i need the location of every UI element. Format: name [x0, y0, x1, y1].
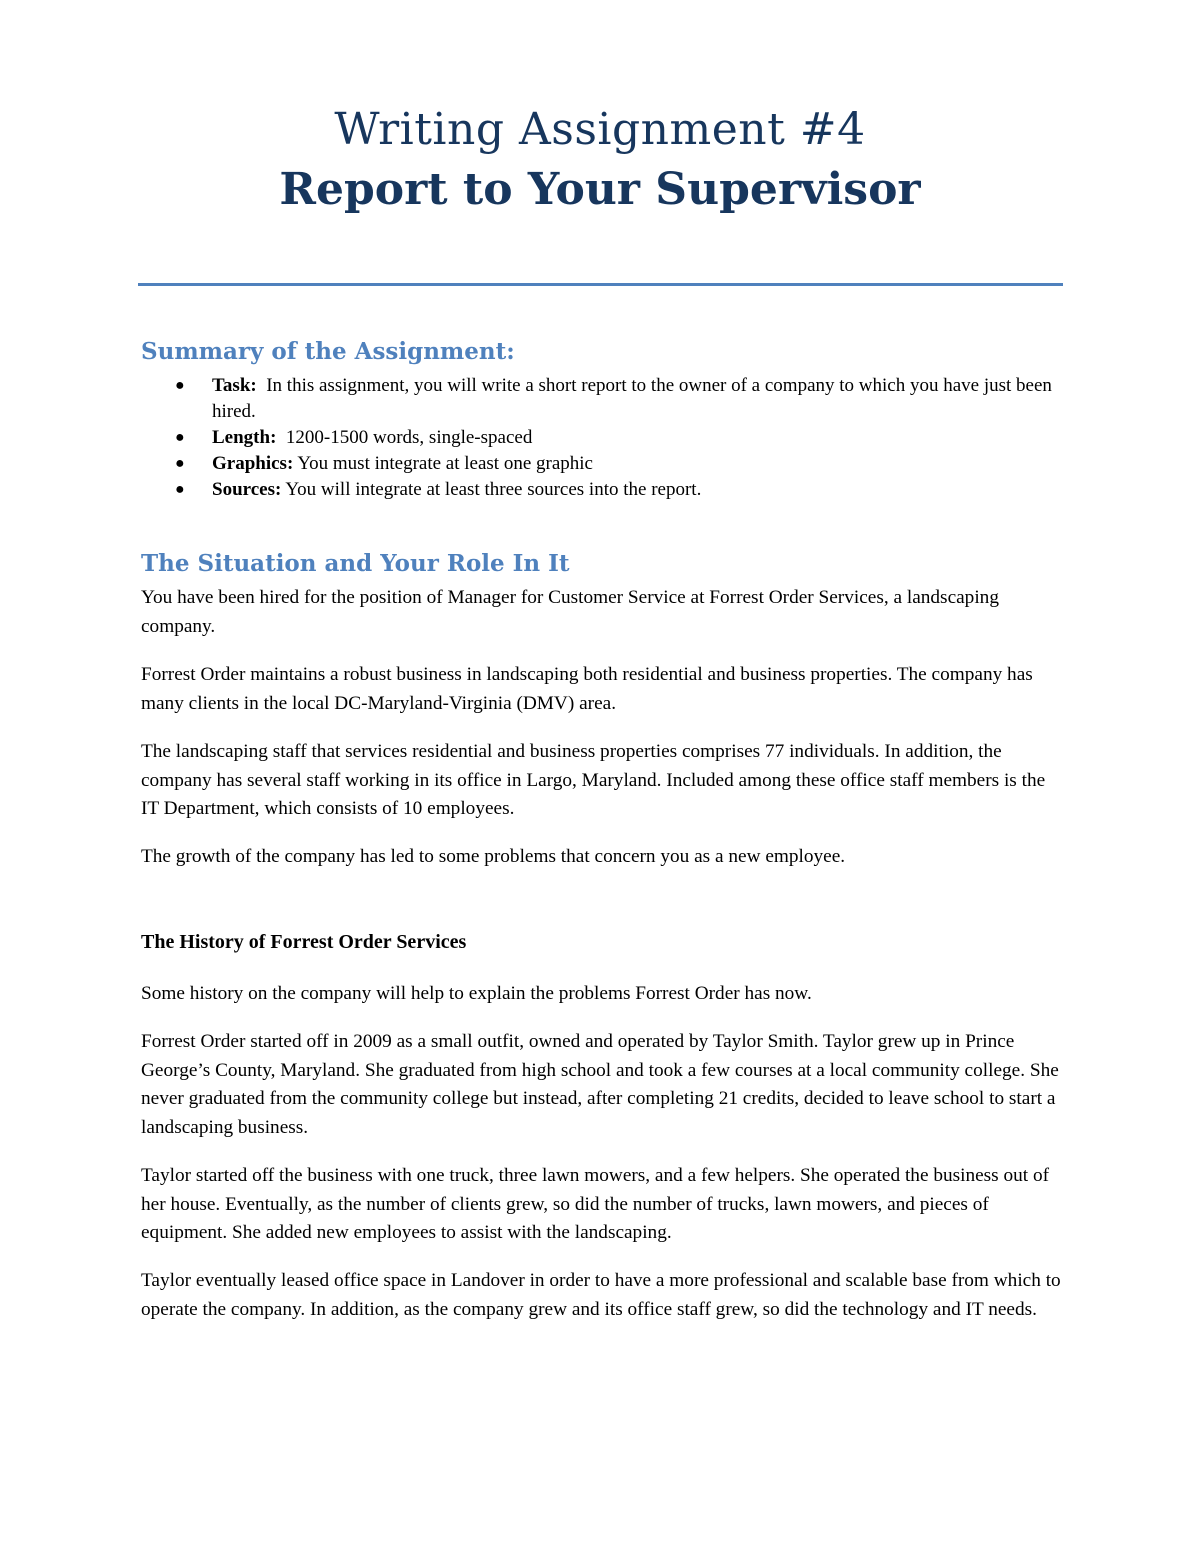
- list-item-label: Sources:: [212, 479, 282, 500]
- situation-paragraph: The landscaping staff that services residential and business properties comprises 77 individuals. In addition, the company has several staff working in its office in Largo, Maryland. Included among these office staff members is the IT Department, which consists of 10 employees.: [141, 741, 1046, 819]
- list-item: [141, 477, 1061, 503]
- situation-paragraph: Forrest Order maintains a robust business in landscaping both residential and business properties. The company has many clients in the local DC-Maryland-Virginia (DMV) area.: [141, 664, 1033, 714]
- situation-paragraph: The growth of the company has led to some problems that concern you as a new employee.: [141, 846, 846, 867]
- document-title: Writing Assignment #4: [334, 104, 866, 155]
- list-item-label: Task:: [212, 375, 257, 396]
- summary-list: [141, 373, 1061, 503]
- list-item-label: Graphics:: [212, 453, 294, 474]
- bullet-icon: ●: [175, 481, 185, 498]
- bullet-icon: ●: [175, 429, 185, 446]
- bullet-icon: ●: [175, 377, 185, 394]
- list-item: [141, 373, 1061, 425]
- history-paragraph: Forrest Order started off in 2009 as a small outfit, owned and operated by Taylor Smith. Taylor grew up in Prince George’s County, Maryland. She graduated from high school and took a few courses at a local community college. She never graduated from the community college but instead, after completing 21 credits, decided to leave school to start a landscaping business.: [141, 1031, 1059, 1138]
- title-divider: [138, 283, 1063, 286]
- bullet-icon: ●: [175, 455, 185, 472]
- history-paragraph: Taylor started off the business with one truck, three lawn mowers, and a few helpers. She operated the business out of her house. Eventually, as the number of clients grew, so did the number of trucks, lawn mowers, and pieces of equipment. She added new employees to assist with the landscaping.: [141, 1165, 1050, 1243]
- summary-heading: Summary of the Assignment:: [141, 338, 515, 365]
- list-item-text: You will integrate at least three sources into the report.: [281, 479, 702, 500]
- list-item-text: In this assignment, you will write a short report to the owner of a company to which you have just been hired.: [212, 375, 1057, 422]
- list-item-text: 1200-1500 words, single-spaced: [276, 427, 533, 448]
- situation-heading: The Situation and Your Role In It: [141, 550, 570, 577]
- situation-paragraph: You have been hired for the position of Manager for Customer Service at Forrest Order Services, a landscaping company.: [141, 587, 999, 637]
- document-subtitle: Report to Your Supervisor: [279, 164, 921, 215]
- list-item-label: Length:: [212, 427, 277, 448]
- history-paragraph: Some history on the company will help to explain the problems Forrest Order has now.: [141, 983, 812, 1004]
- history-paragraph: Taylor eventually leased office space in Landover in order to have a more professional and scalable base from which to operate the company. In addition, as the company grew and its office staff grew, so did the technology and IT needs.: [141, 1270, 1061, 1320]
- list-item: [141, 451, 1061, 477]
- history-heading: The History of Forrest Order Services: [141, 931, 467, 953]
- list-item: [141, 425, 1061, 451]
- list-item-text: You must integrate at least one graphic: [293, 453, 593, 474]
